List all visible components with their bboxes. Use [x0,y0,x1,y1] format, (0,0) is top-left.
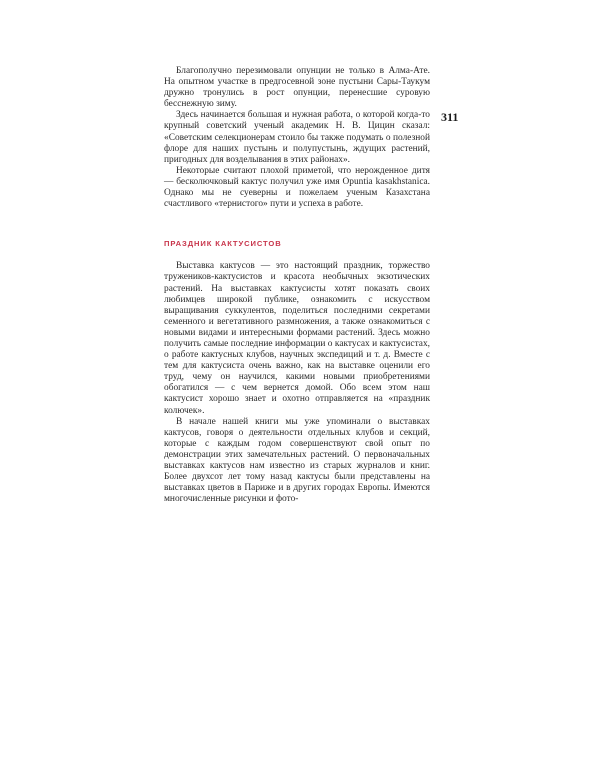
paragraph-cactus-exhibition: Выставка кактусов — это настоящий праздник, торжество тружеников-кактусистов и красота необычных экзотических растений. На выставках кактусисты хотят показать своих любимцев широкой публике, ознакомить с искусством выращивания суккулентов, поделиться последними секретами семенного и вегетативного размножения, а также ознакомиться с новыми видами и интересными формами растений. Здесь можно получить самые последние информации о кактусах и кактусистах, о работе кактусных клубов, научных экспедиций и т. д. Вместе с тем для кактусиста очень важно, как на выставке оценили его труд, чему он научился, какими новыми приобретениями обогатился — с чем вернется домой. Обо всем этом наш кактусист хорошо знает и охотно отправляется на «праздник колючек». [164,261,430,416]
paragraph-exhibition-history: В начале нашей книги мы уже упоминали о выставках кактусов, говоря о деятельности отдельных клубов и секций, которые с каждым годом совершенствуют свой опыт по демонстрации этих замечательных растений. О первоначальных выставках кактусов нам известно из старых журналов и книг. Более двухсот лет тому назад кактусы были представлены на выставках цветов в Париже и в других городах Европы. Имеются многочисленные рисунки и фото- [164,416,430,505]
text-column [164,66,430,505]
page-number: 311 [441,110,459,124]
paragraph-tsitsin-quote: Здесь начинается большая и нужная работа, о которой когда-то крупный советский ученый академик Н. В. Цицин сказал: «Советским селекционерам стоило бы также подумать о полезной флоре для наших пустынь и полупустынь, ждущих растений, пригодных для возделывания в этих районах». [164,110,430,165]
section-heading: ПРАЗДНИК КАКТУСИСТОВ [164,239,282,249]
paragraph-overwintering: Благополучно перезимовали опунции не только в Алма-Ате. На опытном участке в предгосевной зоне пустыни Сары-Таукум дружно тронулись в рост опунции, перенесшие суровую бесснежную зиму. [164,66,430,110]
paragraph-opuntia-kasakhstanica: Некоторые считают плохой приметой, что нерожденное дитя — бесколючковый кактус получил уже имя Opuntia kasakhstanica. Однако мы не суеверны и пожелаем ученым Казахстана счастливого «тернистого» пути и успеха в работе. [164,165,430,210]
